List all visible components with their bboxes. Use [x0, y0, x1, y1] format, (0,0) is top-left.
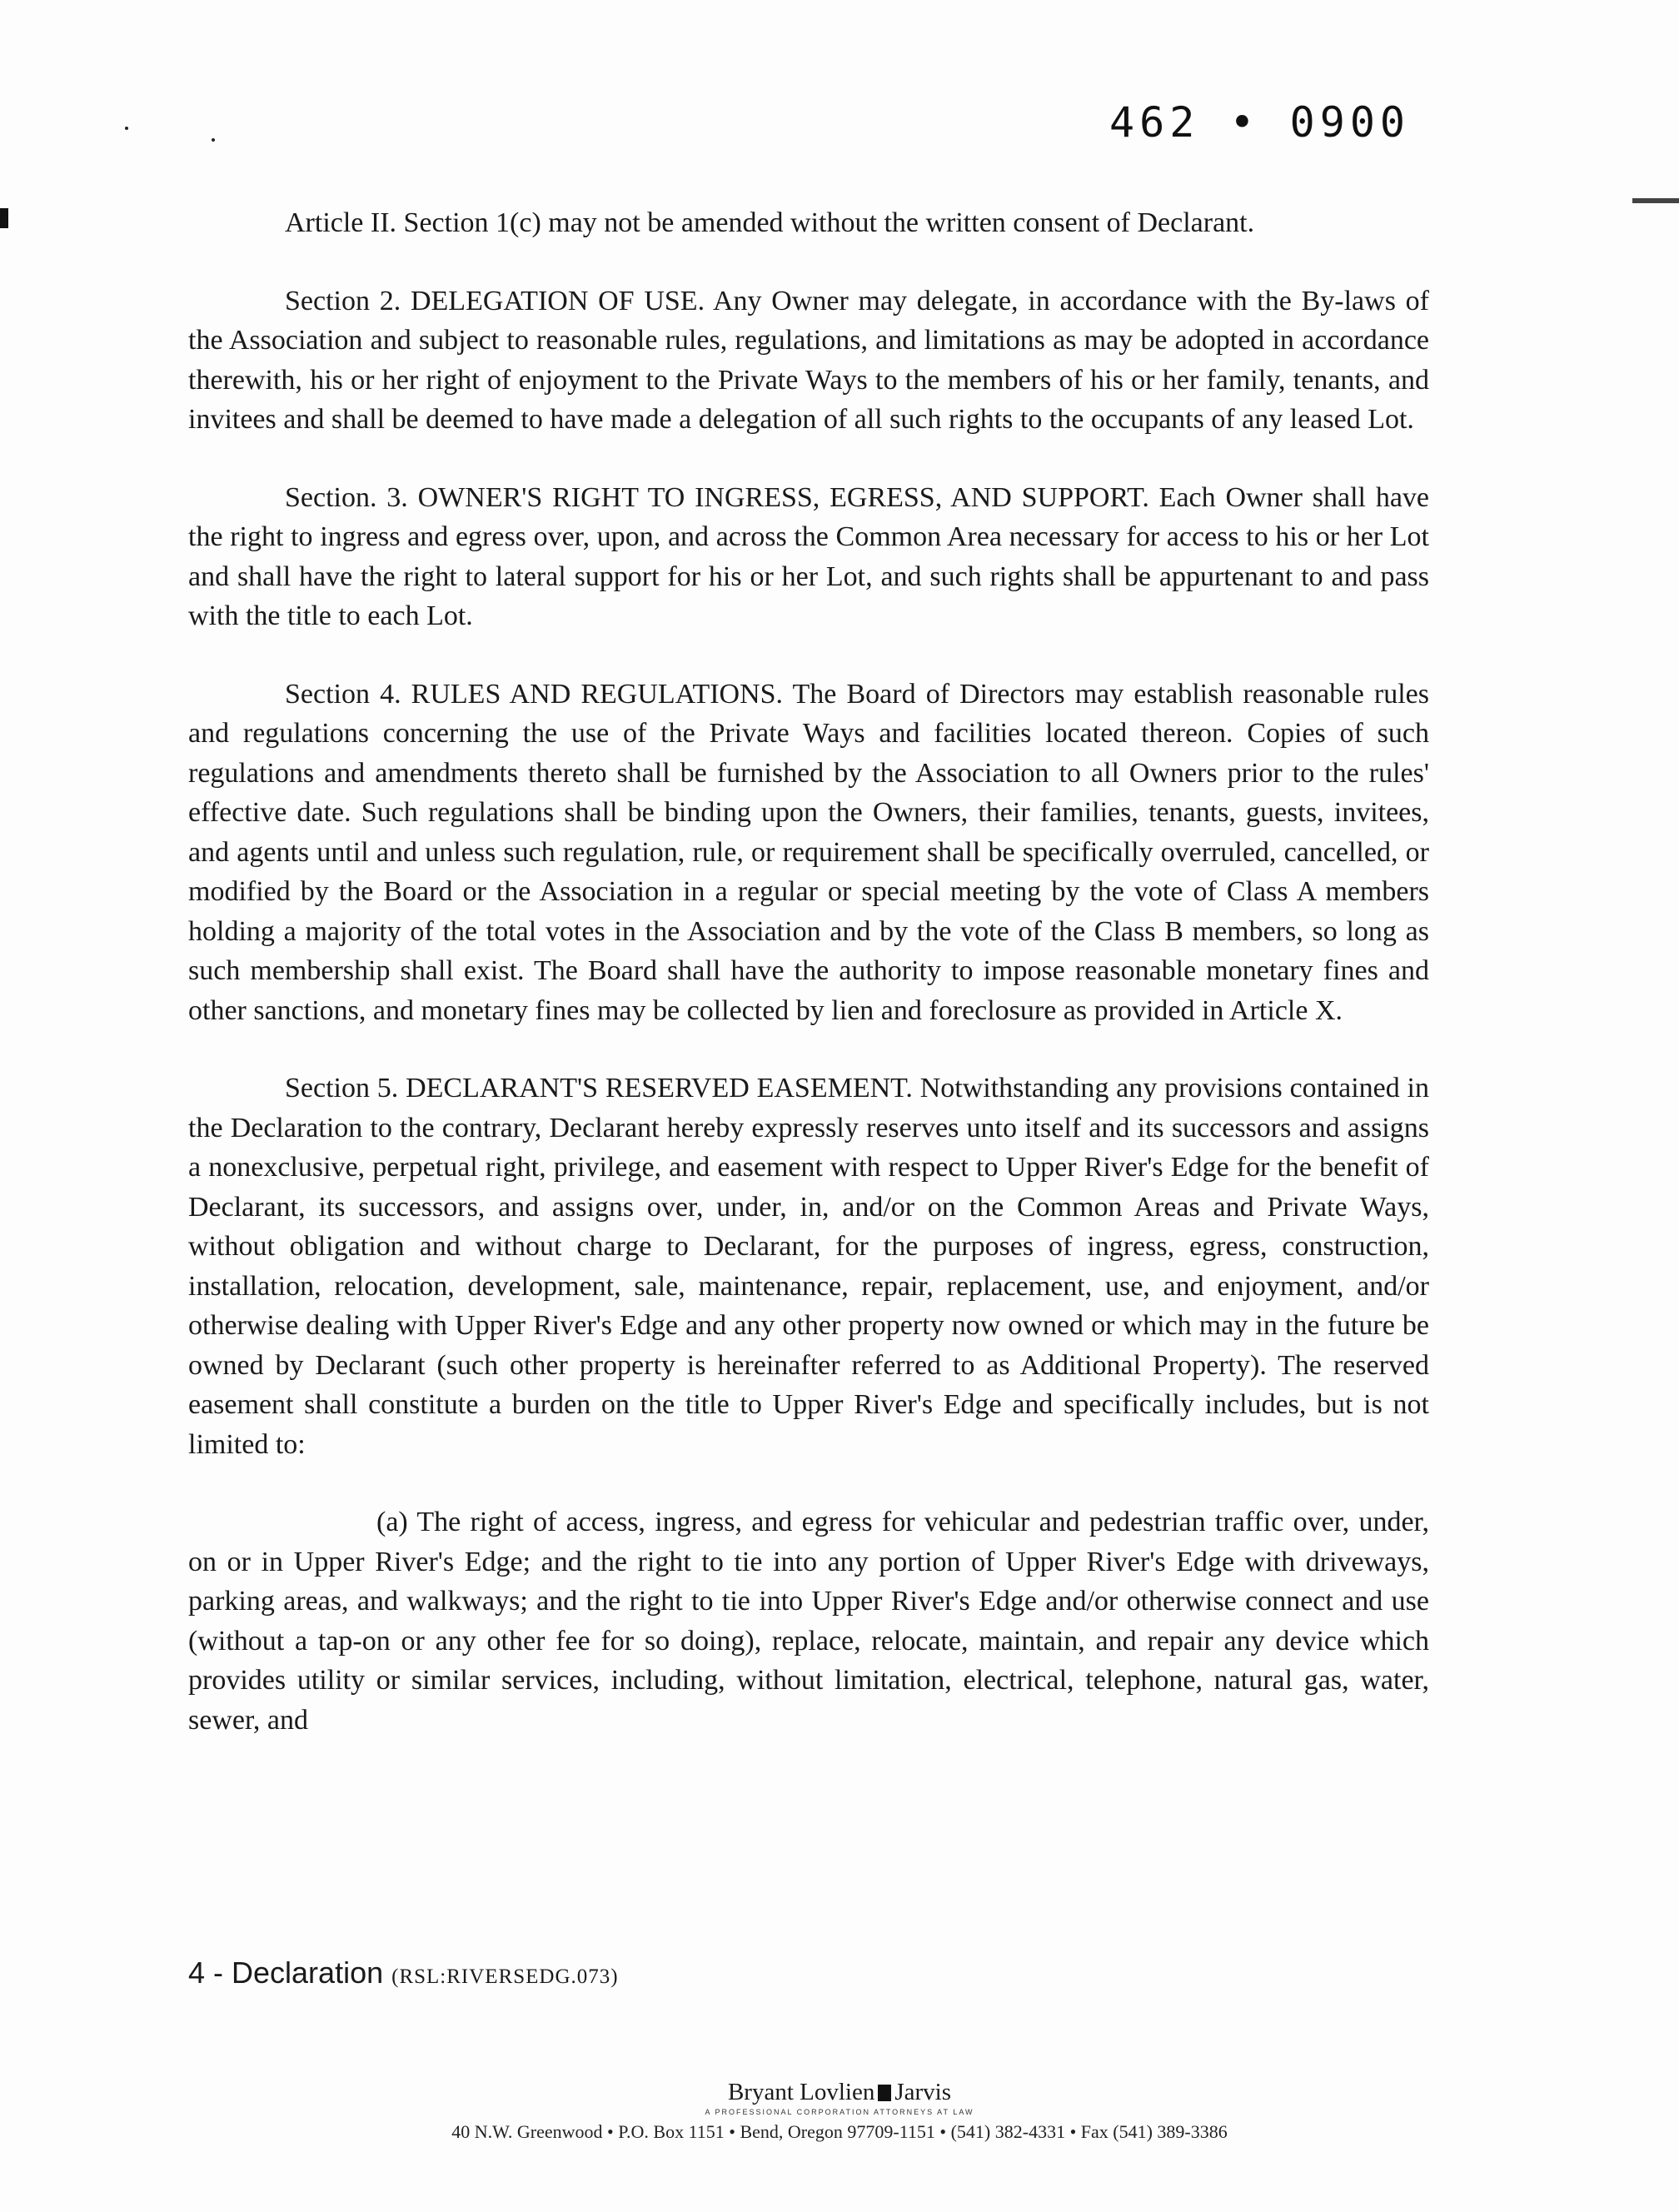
subsection-a-access: (a) The right of access, ingress, and egress for vehicular and pedestrian traffic over, under, on or in Upper River's Edge; and the right to tie into any portion of Upper River's Edge with driveways, parking areas, and walkways; and the right to tie into Upper River's Edge and/or otherwise connect and use (without a tap-on or any other fee for so doing), replace, relocate, maintain, and repair any device which provides utility or similar services, including, without limitation, electrical, telephone, natural gas, water, sewer, and [188, 1507, 1429, 1736]
firm-square-logo-icon [878, 2085, 891, 2101]
document-body [188, 203, 1429, 1778]
article-amendment-note: Article II. Section 1(c) may not be amended without the written consent of Declarant. [285, 207, 1255, 238]
document-number: 462 • 0900 [1109, 98, 1411, 147]
scan-speck [212, 138, 215, 142]
scan-speck [125, 127, 128, 130]
reference-code: (RSL:RIVERSEDG.073) [391, 1965, 619, 1988]
scan-edge-mark [0, 208, 8, 228]
firm-name [0, 2079, 1679, 2106]
section-5-easement: Section 5. DECLARANT'S RESERVED EASEMENT. Notwithstanding any provisions contained in the Declaration to the contrary, Declarant hereby expressly reserves unto itself and its successors and assigns a nonexclusive, perpetual right, privilege, and easement with respect to Upper River's Edge for the benefit of Declarant, its successors, and assigns over, under, in, and/or on the Common Areas and Private Ways, without obligation and without charge to Declarant, for the purposes of ingress, egress, construction, installation, relocation, development, sale, maintenance, repair, replacement, use, and enjoyment, and/or otherwise dealing with Upper River's Edge and any other property now owned or which may in the future be owned by Declarant (such other property is hereinafter referred to as Additional Property). The reserved easement shall constitute a burden on the title to Upper River's Edge and specifically includes, but is not limited to: [188, 1073, 1429, 1460]
section-3-ingress: Section. 3. OWNER'S RIGHT TO INGRESS, EGRESS, AND SUPPORT. Each Owner shall have the right to ingress and egress over, upon, and across the Common Area necessary for access to his or her Lot and shall have the right to lateral support for his or her Lot, and such rights shall be appurtenant to and pass with the title to each Lot. [188, 481, 1429, 631]
firm-name-right: Jarvis [894, 2079, 952, 2105]
law-firm-letterhead [0, 2079, 1679, 2143]
section-4-rules: Section 4. RULES AND REGULATIONS. The Board of Directors may establish reasonable rules and regulations concerning the use of the Private Ways and facilities located thereon. Copies of such regulations and amendments thereto shall be furnished by the Association to all Owners prior to the rules' effective date. Such regulations shall be binding upon the Owners, their families, tenants, guests, invitees, and agents until and unless such regulation, rule, or requirement shall be specifically overruled, cancelled, or modified by the Board or the Association in a regular or special meeting by the vote of Class A members holding a majority of the total votes in the Association and by the vote of the Class B members, so long as such membership shall exist. The Board shall have the authority to impose reasonable monetary fines and other sanctions, and monetary fines may be collected by lien and foreclosure as provided in Article X. [188, 678, 1429, 1026]
section-2-delegation: Section 2. DELEGATION OF USE. Any Owner may delegate, in accordance with the By-laws of the Association and subject to reasonable rules, regulations, and limitations as may be adopted in accordance therewith, his or her right of enjoyment to the Private Ways to the members of his or her family, tenants, and invitees and shall be deemed to have made a delegation of all such rights to the occupants of any leased Lot. [188, 285, 1429, 435]
firm-address: 40 N.W. Greenwood • P.O. Box 1151 • Bend, Oregon 97709-1151 • (541) 382-4331 • Fax (541) 389-3386 [451, 2121, 1228, 2142]
firm-tagline: A PROFESSIONAL CORPORATION ATTORNEYS AT LAW [705, 2108, 974, 2116]
page-label: 4 - Declaration [188, 1955, 384, 1990]
firm-name-left: Bryant Lovlien [727, 2079, 875, 2105]
page-footer-reference [188, 1955, 619, 1990]
scan-edge-mark [1632, 198, 1679, 203]
